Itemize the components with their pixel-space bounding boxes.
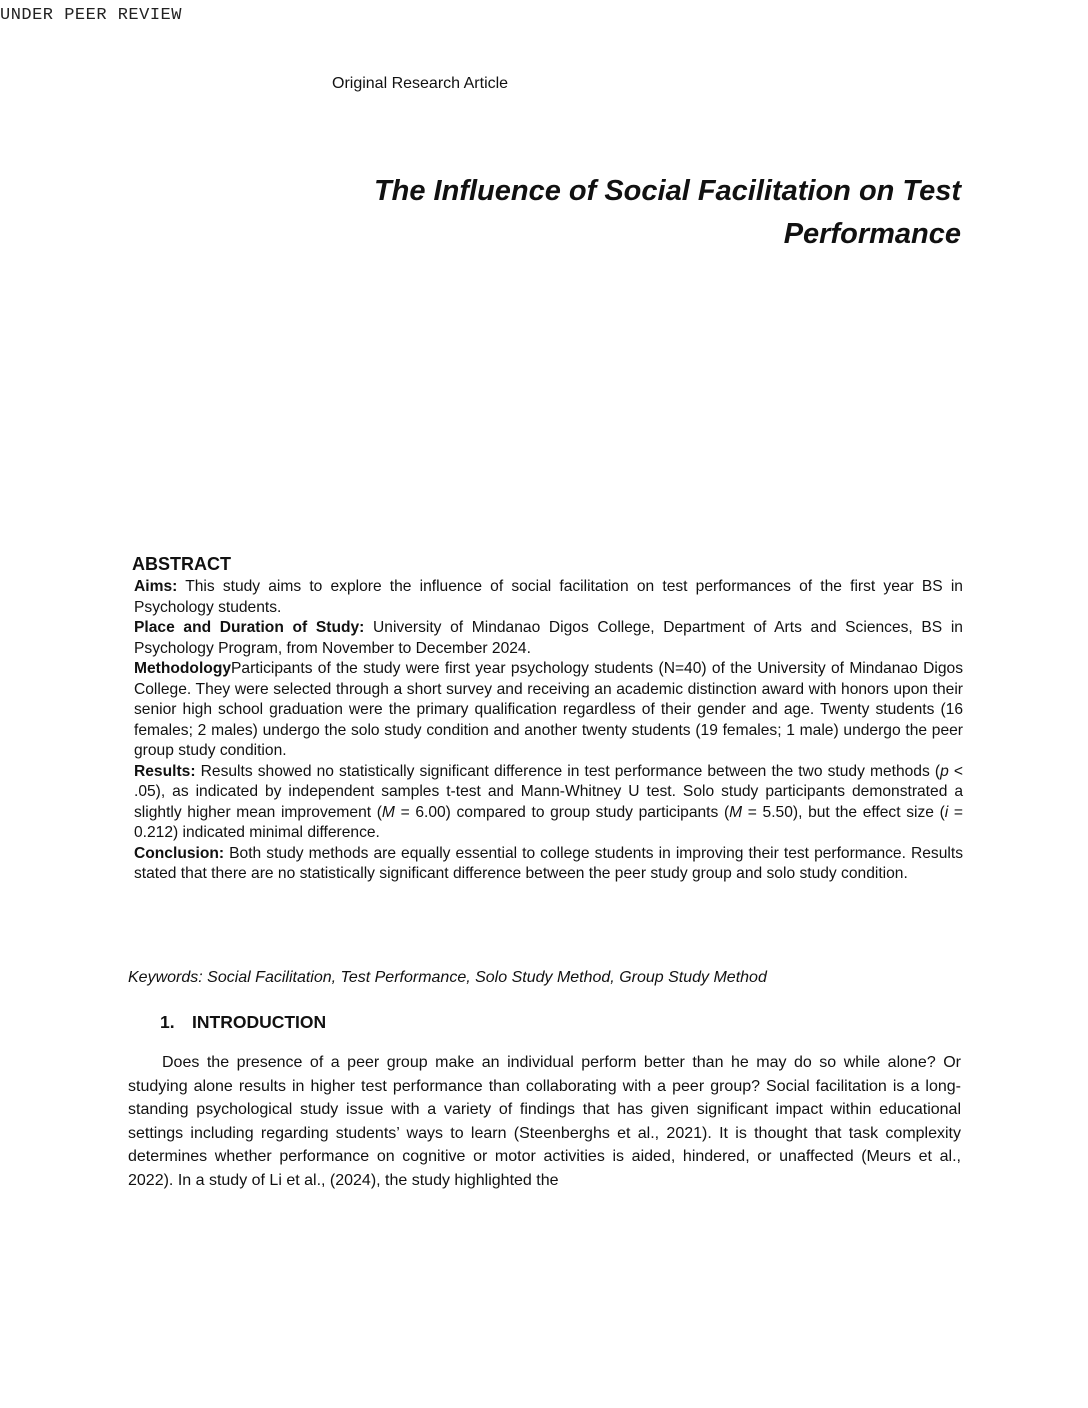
conclusion-label: Conclusion:	[134, 844, 225, 862]
results-text-1: Results showed no statistically significant difference in test performance between the two study methods (	[200, 762, 941, 780]
abstract-section	[134, 553, 963, 885]
abstract-aims	[134, 577, 963, 618]
results-text-5: = 0.212) indicated minimal difference.	[134, 803, 963, 841]
introduction-paragraph: Does the presence of a peer group make an individual perform better than he may do so while alone? Or studying alone results in higher test performance than collaborating with a peer group? Social facilitation is a long-standing psychological study issue with a variety of findings that has given significant impact within educational settings including regarding students’ ways to learn (Steenberghs et al., 2021). It is thought that task complexity determines whether performance on cognitive or motor activities is aided, hindered, or unaffected (Meurs et al., 2022). In a study of Li et al., (2024), the study highlighted the	[128, 1054, 961, 1189]
abstract-results	[134, 762, 963, 844]
methodology-text: Participants of the study were first year psychology students (N=40) of the University of Mindanao Digos College. They were selected through a short survey and receiving an academic distinction award with honors upon their senior high school graduation were the primary qualification regardless of their gender and age. Twenty students (16 females; 2 males) undergo the solo study condition and another twenty students (19 females; 1 male) undergo the peer group study condition.	[134, 660, 963, 759]
watermark: UNDER PEER REVIEW	[0, 6, 182, 25]
abstract-place	[134, 618, 963, 659]
section-title: INTRODUCTION	[192, 1012, 327, 1032]
abstract-conclusion	[134, 844, 963, 885]
article-type: Original Research Article	[332, 75, 509, 92]
abstract-methodology	[134, 659, 963, 762]
paper-title: The Influence of Social Facilitation on Test Performance	[373, 175, 961, 250]
place-label: Place and Duration of Study:	[134, 619, 365, 636]
aims-label: Aims:	[134, 578, 178, 595]
aims-text: This study aims to explore the influence of social facilitation on test performances of the first year BS in Psychology students.	[134, 578, 963, 616]
results-text-2: < .05), as indicated by independent samples t-test and Mann-Whitney U test. Solo study participants demonstrated a slightly higher mean improvement (	[134, 762, 963, 821]
results-text-4: = 5.50), but the effect size (	[742, 803, 945, 821]
section-heading-introduction	[160, 1012, 326, 1033]
m-symbol: M	[729, 803, 743, 821]
abstract-heading: ABSTRACT	[132, 554, 231, 574]
section-number: 1.	[160, 1012, 175, 1032]
results-label: Results:	[134, 762, 196, 780]
results-text-3: = 6.00) compared to group study participants (	[394, 803, 730, 821]
p-symbol: p	[940, 762, 949, 780]
i-symbol: i	[944, 803, 949, 821]
m-symbol: M	[381, 803, 395, 821]
place-text: University of Mindanao Digos College, Department of Arts and Sciences, BS in Psychology Program, from November to December 2024.	[134, 619, 963, 657]
conclusion-text: Both study methods are equally essential to college students in improving their test performance. Results stated that there are no statistically significant difference between the peer study group and solo study condition.	[134, 844, 963, 882]
keywords: Keywords: Social Facilitation, Test Performance, Solo Study Method, Group Study Method	[128, 969, 767, 986]
methodology-label: Methodology	[134, 660, 232, 677]
